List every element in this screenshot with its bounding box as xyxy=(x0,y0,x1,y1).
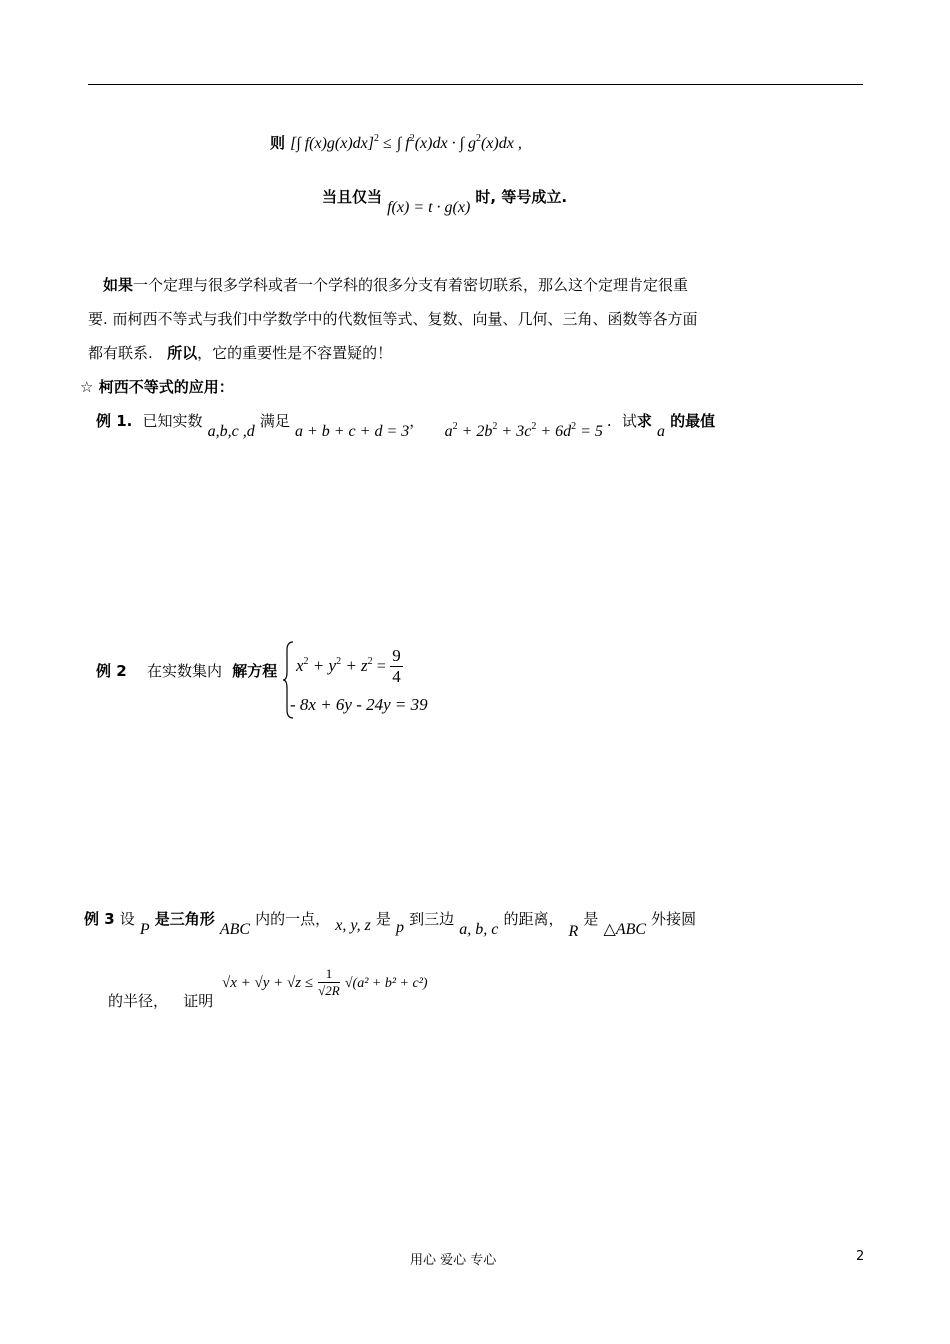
integral-rhs-f: ∫ $f^2(x)dx$ · xyxy=(396,133,456,152)
integral-lhs: [∫ f(x)g(x)dx]$^2$ xyxy=(290,133,380,152)
example-3: 例 3 设 P 是三角形 ABC 内的一点， x, y, z 是 p 到三边 a, b, c 的距离， R 是 △ABC 外接圆 xyxy=(84,910,697,940)
equality-condition: 当且仅当 f(x) = t · g(x) 时, 等号成立. xyxy=(322,188,568,216)
equality-formula: f(x) = t · g(x) xyxy=(387,199,471,216)
ex1-eq2: $a^2 + 2b^2 + 3c^2 + 6d^2 = 5$ xyxy=(444,421,603,440)
fraction-9-4: $\frac{9}{4}$ xyxy=(392,646,401,686)
header-rule xyxy=(88,84,863,85)
system-eq-1: $x^2 + y^2 + z^2$ = $\frac{9}{4}$ xyxy=(296,646,401,686)
system-eq-2: - 8x + 6y - 24y = 39 xyxy=(290,695,428,714)
example-3-line-2: 的半径， 证明 xyxy=(108,992,214,1010)
page-number: 2 xyxy=(856,1249,865,1264)
example-3-inequality: √x + √y + √z ≤ $\frac{1}{√2R}$ √(a² + b² + c²) xyxy=(222,966,428,998)
intro-paragraph xyxy=(88,268,698,370)
example-3-label: 例 3 xyxy=(84,910,115,928)
section-heading xyxy=(80,376,234,397)
example-1-label: 例 1. xyxy=(96,412,133,430)
intro-line-3: 都有联系. 所以，它的重要性是不容置疑的！ xyxy=(88,344,393,362)
example-2: 例 2 在实数集内 解方程 xyxy=(96,662,278,680)
intro-line-1: 如果一个定理与很多学科或者一个学科的很多分支有着密切联系，那么这个定理肯定很重 xyxy=(103,276,689,294)
fraction-1-sqrt2R: $\frac{1}{√2R}$ xyxy=(318,966,340,998)
le-sign: ≤ xyxy=(383,135,392,152)
section-title: 柯西不等式的应用： xyxy=(98,378,234,396)
example-1: 例 1. 已知实数 a,b,c ,d 满足 a + b + c + d = 3， $a^2 + 2b^2 + 3c^2 + 6d^2 = 5$ . 试求 a 的最值 xyxy=(96,412,716,440)
integral-rhs-g: ∫ $g^2(x)dx$ , xyxy=(459,133,522,152)
prefix-ze: 则 xyxy=(270,134,286,152)
star-icon: ☆ xyxy=(80,378,94,396)
ex1-eq1: a + b + c + d = 3 xyxy=(294,423,410,440)
ex1-var-a: a xyxy=(656,423,665,440)
ex1-vars: a,b,c ,d xyxy=(207,423,255,440)
intro-line-2: 要. 而柯西不等式与我们中学数学中的代数恒等式、复数、向量、几何、三角、函数等各方面 xyxy=(88,310,698,328)
footer-motto: 用心 爱心 专心 xyxy=(410,1253,497,1268)
cauchy-integral-line xyxy=(270,132,522,153)
example-2-label: 例 2 xyxy=(96,662,127,680)
